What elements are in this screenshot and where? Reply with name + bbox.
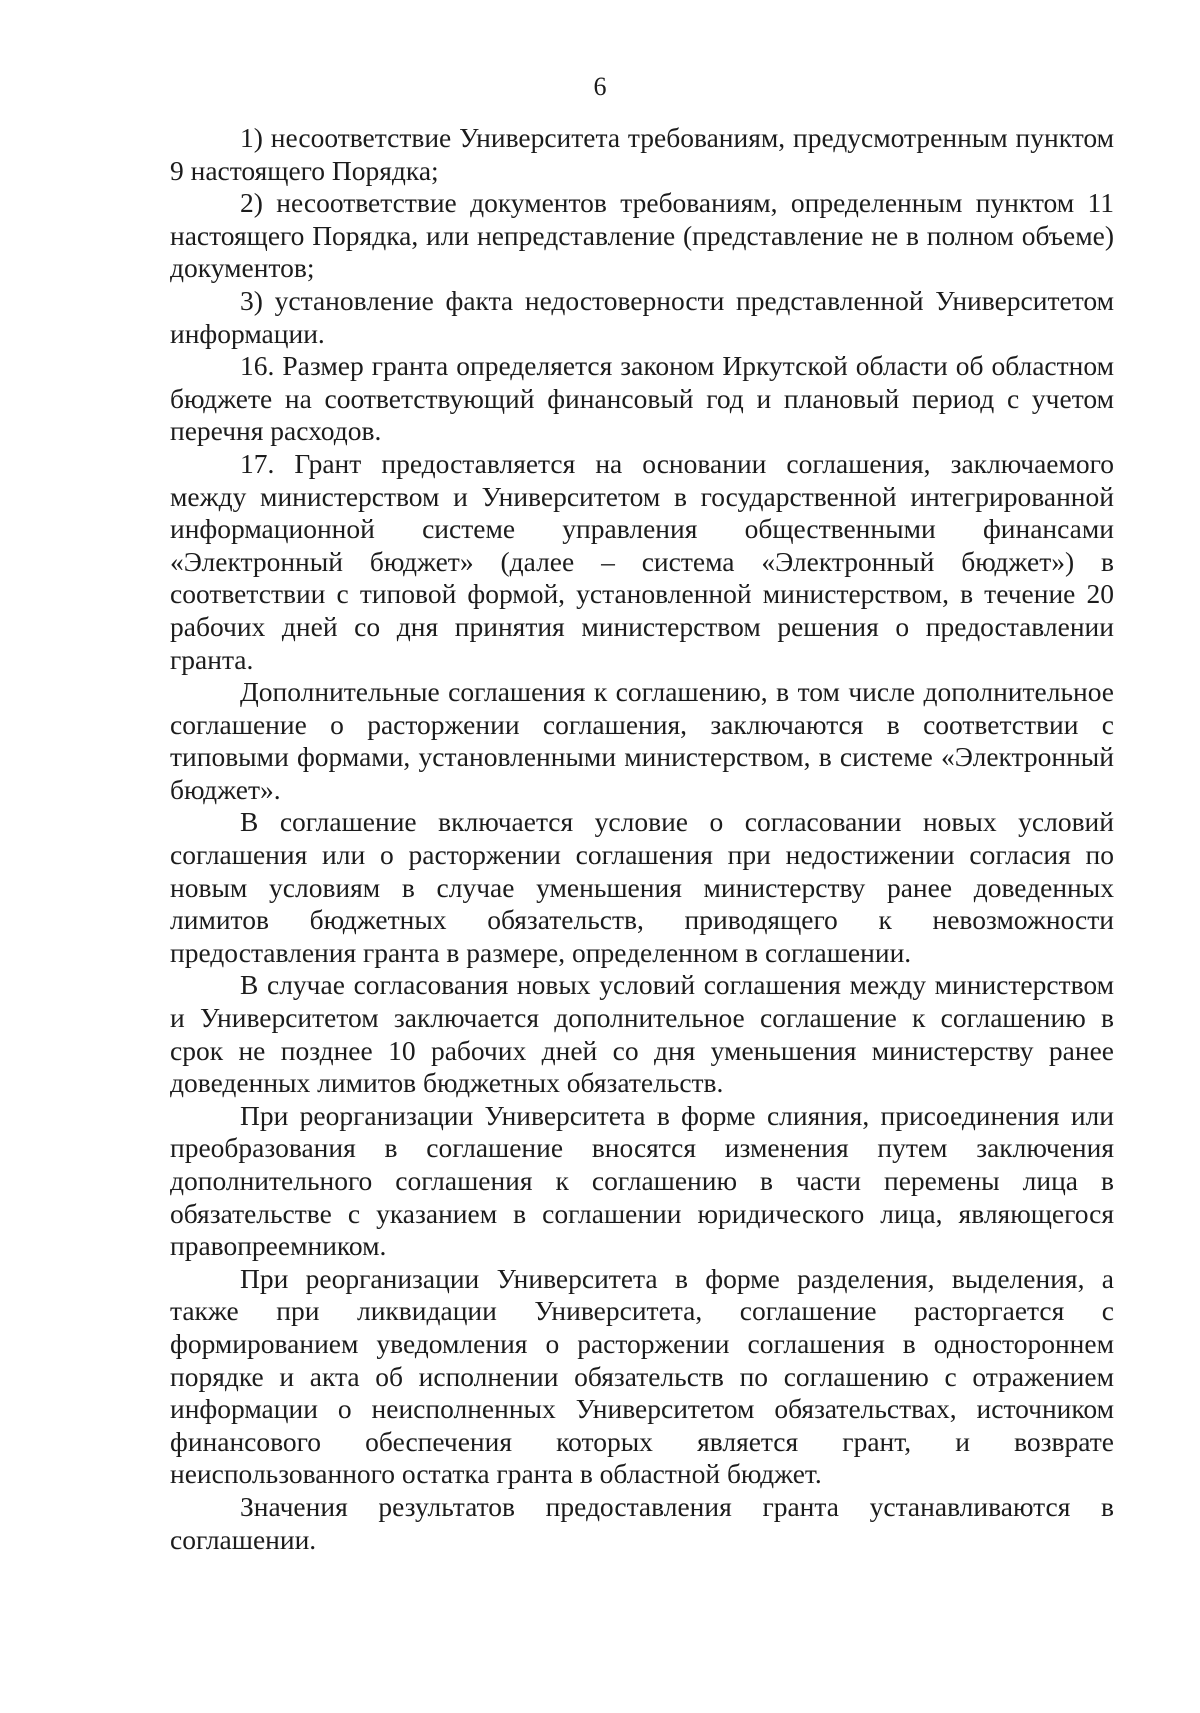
paragraph-new-conditions: В соглашение включается условие о согласовании новых условий соглашения или о расторжении соглашения при недостижении согласия по новым условиям в случае уменьшения министерству ранее доведенных лимитов бюджетных обязательств, приводящего к невозможности предоставления гранта в размере, определенном в соглашении. [170,806,1114,968]
paragraph-reorganization-division: При реорганизации Университета в форме разделения, выделения, а также при ликвидации Университета, соглашение расторгается с формированием уведомления о расторжении соглашения в одностороннем порядке и акта об исполнении обязательств по соглашению с отражением информации о неисполненных Университетом обязательствах, источником финансового обеспечения которых является грант, и возврате неиспользованного остатка гранта в областной бюджет. [170,1262,1114,1490]
paragraph-additional-agreements: Дополнительные соглашения к соглашению, в том числе дополнительное соглашение о расторжении соглашения, заключаются в соответствии с типовыми формами, установленными министерством, в системе «Электронный бюджет». [170,676,1114,805]
paragraph-item-3: 3) установление факта недостоверности представленной Университетом информации. [170,284,1114,349]
page-number: 6 [593,72,607,101]
paragraph-item-2: 2) несоответствие документов требованиям, определенным пунктом 11 настоящего Порядка, или непредставление (представление не в полном объеме) документов; [170,187,1114,284]
paragraph-agreement-approval: В случае согласования новых условий соглашения между министерством и Университетом заключается дополнительное соглашение к соглашению в срок не позднее 10 рабочих дней со дня уменьшения министерству ранее доведенных лимитов бюджетных обязательств. [170,969,1114,1099]
paragraph-clause-16: 16. Размер гранта определяется законом Иркутской области об областном бюджете на соответствующий финансовый год и плановый период с учетом перечня расходов. [170,350,1114,447]
paragraph-result-values: Значения результатов предоставления гранта устанавливаются в соглашении. [170,1490,1114,1555]
paragraph-item-1: 1) несоответствие Университета требованиям, предусмотренным пунктом 9 настоящего Порядка; [170,122,1114,186]
document-body [170,122,1114,1556]
paragraph-reorganization-merger: При реорганизации Университета в форме слияния, присоединения или преобразования в соглашение вносятся изменения путем заключения дополнительного соглашения к соглашению в части перемены лица в обязательстве с указанием в соглашении юридического лица, являющегося правопреемником. [170,1099,1114,1262]
paragraph-clause-17: 17. Грант предоставляется на основании соглашения, заключаемого между министерством и Университетом в государственной интегрированной информационной системе управления общественными финансами «Электронный бюджет» (далее – система «Электронный бюджет») в соответствии с типовой формой, установленной министерством, в течение 20 рабочих дней со дня принятия министерством решения о предоставлении гранта. [170,447,1114,675]
